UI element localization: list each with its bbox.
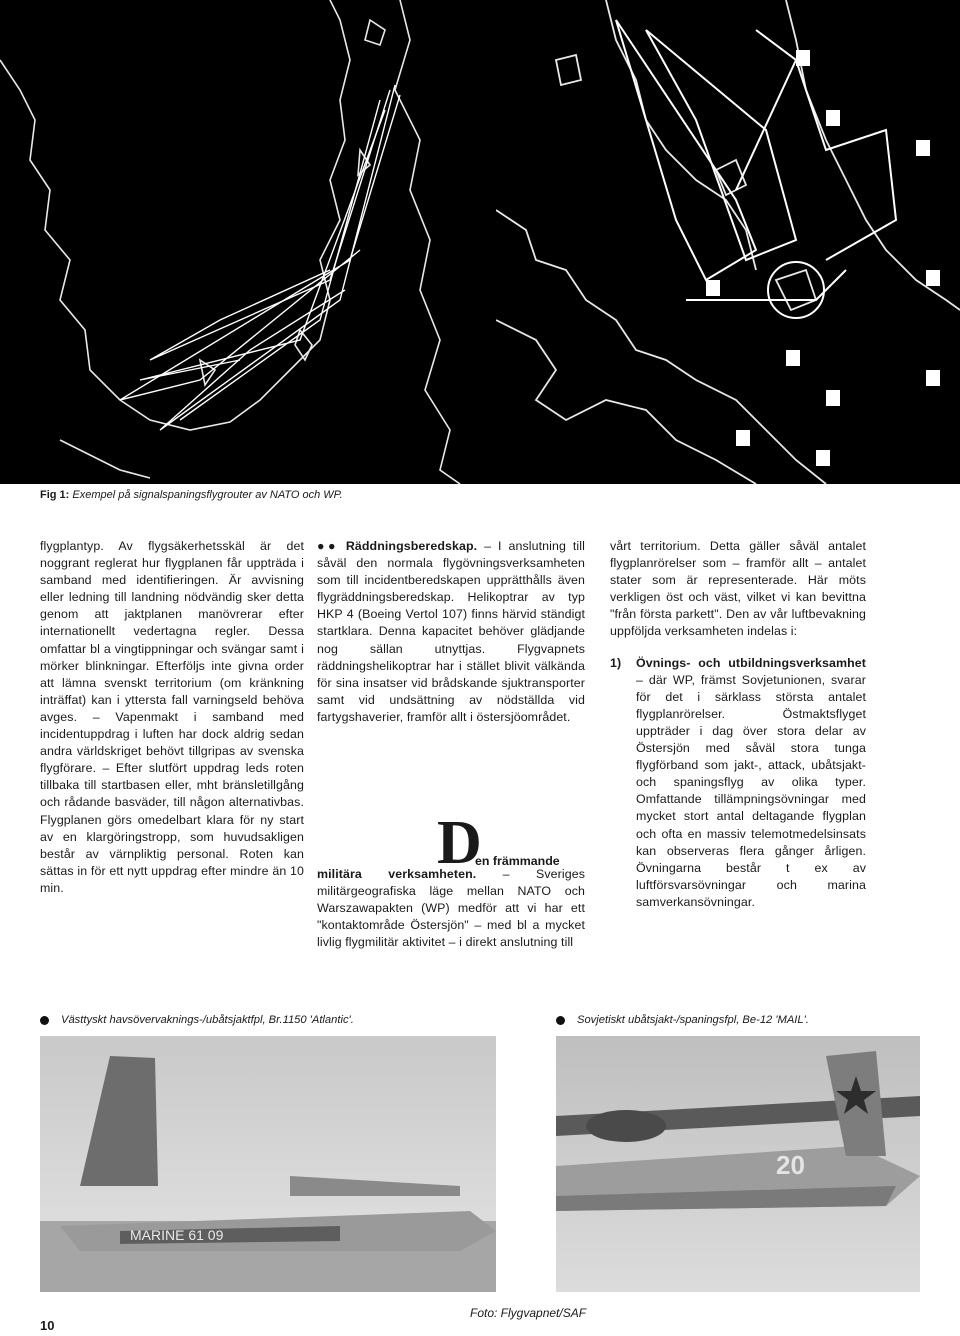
column2-text: – I anslutning till såväl den normala flygövningsverksamheten som till incidentberedskapen upprätthålls även flygräddningsberedskap. Helikoptrar av typ HKP 4 (Boeing Vertol 107) finns härvid ständigt startklara. Denna kapacitet behöver glädjande nog sällan utnyttjas. Flygvapnets räddningshelikoptrar har i stället blivit välkända för sina insatser vid brådskande sjuktransporter samt vid undsättning av nödställda vid fartygshaverier, framför allt i östersjöområdet. xyxy=(317,539,585,724)
figure-label: Fig 1: xyxy=(40,489,70,501)
list-item-number: 1) xyxy=(610,655,622,670)
bullet-icon xyxy=(556,1016,565,1025)
photo-caption-right: Sovjetiskt ubåtsjakt-/spaningsfpl, Be-12 'MAIL'. xyxy=(556,1014,809,1026)
section-heading-militara: militära verksamheten. xyxy=(317,867,477,881)
column2-paragraph2 xyxy=(317,866,585,951)
photo-caption-left: Västtyskt havsövervaknings-/ubåtsjaktfpl, Br.1150 'Atlantic'. xyxy=(40,1014,354,1026)
text-column-2b xyxy=(317,866,585,951)
dropcap-rest: en främmande xyxy=(475,854,560,868)
column3-paragraph: vårt territorium. Detta gäller såväl antalet flygplanrörelser som – framför allt – antalet stater som är representerade. Här möts verkligen öst och väst, vilket vi kan bevittna "från första parkett". Den av vår luftbevakning uppföljda verksamheten indelas i: xyxy=(610,539,866,639)
photo-credit: Foto: Flygvapnet/SAF xyxy=(470,1306,587,1320)
page-number: 10 xyxy=(40,1318,55,1333)
aircraft-marking: MARINE 61 09 xyxy=(130,1227,224,1243)
list-item xyxy=(610,655,866,911)
column2-text2: – Sveriges militärgeografiska läge mellan NATO och Warszawapakten (WP) medför att vi har ett "kontaktområde Östersjön" – med bl a mycket livlig flygmilitär aktivitet – i direkt anslutning till xyxy=(317,867,585,950)
text-column-1 xyxy=(40,538,304,897)
column1-paragraph: flygplantyp. Av flygsäkerhetsskäl är det noggrant reglerat hur flygplanen får uppträda i samband med identifieringen. Är avvisning eller ledning till landning nödvändig sker detta genom att jaktplanen manövrerar efter internationellt vedertagna regler. Dessa omfattar bl a vingtippningar och svängar samt i mörker blinkningar. Efterföljs inte givna order att lämna svenskt territorium (om kränkning inträffat) kan i yttersta fall varningseld behöva avges. – Vapenmakt i samband med incidentuppdrag i luften har dock aldrig sedan andra världskriget behövt tillgripas av svenska flygförare. – Efter slutfört uppdrag leds roten tillbaka till startbasen eller, mht bränsletillgång och rådande basväder, till någon alternativbas. Flygplanen görs omedelbart klara för ny start av en klargöringstropp, som huvudsakligen består av värnpliktig personal. Roten kan sättas in för ett nytt uppdrag efter mindre än 10 min. xyxy=(40,539,304,895)
map-wp-routes xyxy=(496,0,960,484)
section-heading-raddning: Räddningsberedskap. xyxy=(345,539,478,553)
aircraft-number: 20 xyxy=(776,1150,805,1180)
list-item-body: – där WP, främst Sovjetunionen, svarar för det i särklass största antalet flygplanrörelser. Östmaktsflyget uppträder i dag över stora delar av Östersjön med såväl stora tunga flygförband som jakt-, attack, ubåtsjakt- och spaningsflyg av olika typer. Omfattande tillämpningsövningar med mycket stort antal deltagande flygplan och ofta en massiv telemotmedelsinsats kan observeras flera gånger årligen. Övningarna består t ex av luftförsvarsövningar och marina samverkansövningar. xyxy=(636,672,866,909)
dropcap-letter: D xyxy=(437,809,482,877)
list-item-text xyxy=(636,655,866,911)
text-column-3 xyxy=(610,538,866,911)
photo-be12-aircraft xyxy=(556,1036,920,1292)
photo-atlantic-aircraft xyxy=(40,1036,496,1292)
list-item-heading: Övnings- och utbildningsverksamhet xyxy=(636,655,866,670)
figure-caption-text: Exempel på signalspaningsflygrouter av NATO och WP. xyxy=(72,489,343,501)
section-bullets: ●● xyxy=(317,539,339,553)
column2-paragraph xyxy=(317,538,585,726)
figure-caption xyxy=(40,489,343,501)
route-maps xyxy=(0,0,960,484)
map-nato-routes xyxy=(0,0,496,484)
bullet-icon xyxy=(40,1016,49,1025)
text-column-2 xyxy=(317,538,585,726)
